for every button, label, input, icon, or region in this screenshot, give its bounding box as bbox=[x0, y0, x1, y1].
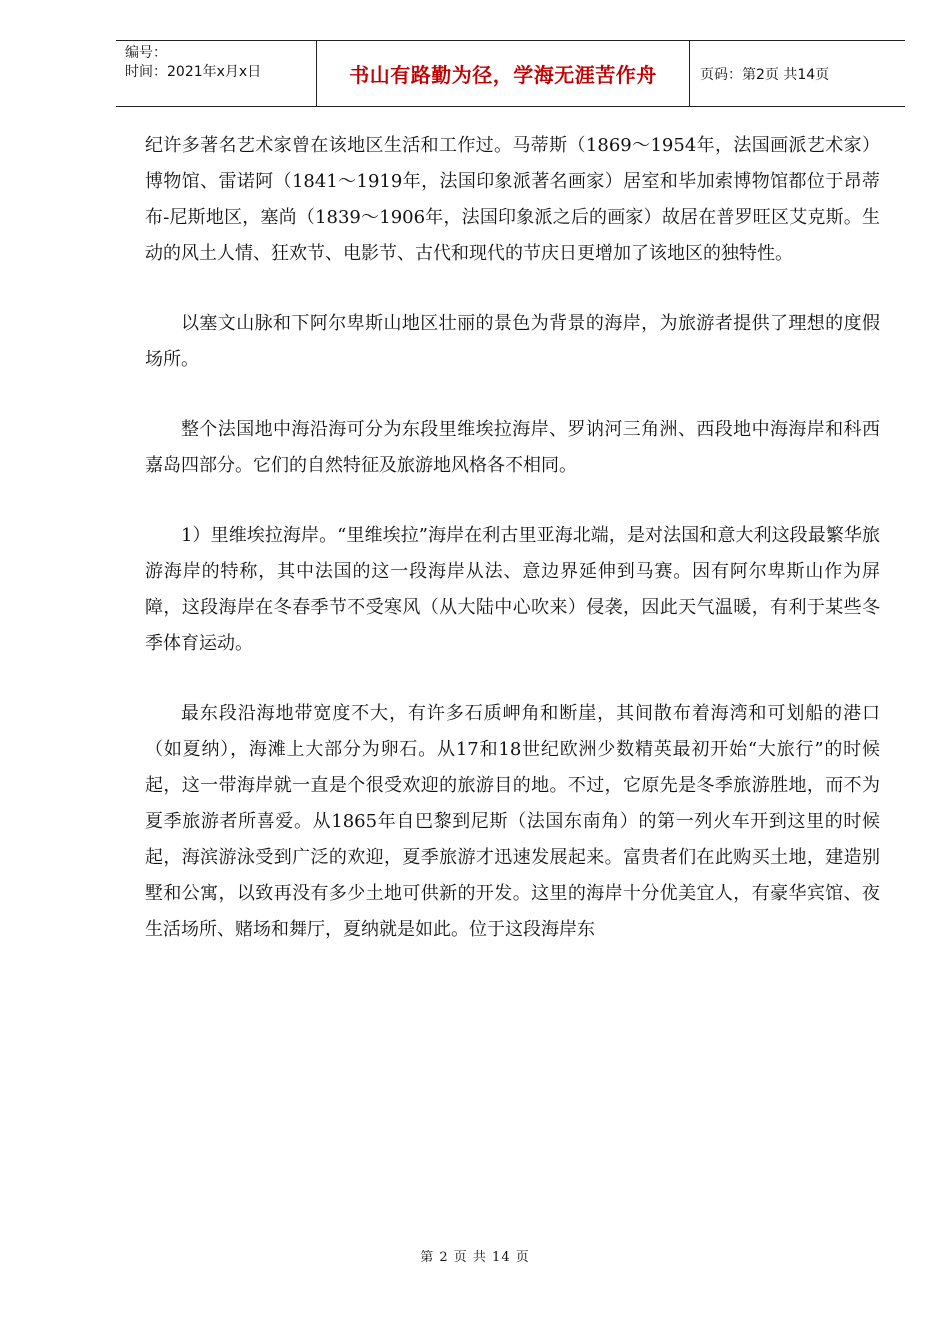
document-body bbox=[145, 128, 880, 982]
header-motto-cell bbox=[316, 41, 690, 106]
page-label: 页码：第2页 共14页 bbox=[700, 66, 830, 83]
time-label: 时间：2021年x月x日 bbox=[125, 64, 262, 80]
page-header bbox=[116, 40, 905, 107]
paragraph-coast-background: 以塞文山脉和下阿尔卑斯山地区壮丽的景色为背景的海岸，为旅游者提供了理想的度假场所。 bbox=[145, 313, 880, 370]
code-label: 编号： bbox=[125, 45, 167, 61]
paragraph-continuation: 纪许多著名艺术家曾在该地区生活和工作过。马蒂斯（1869～1954年，法国画派艺术家）博物馆、雷诺阿（1841～1919年，法国印象派著名画家）居室和毕加索博物馆都位于昂蒂布-尼斯地区，塞尚（1839～1906年，法国印象派之后的画家）故居在普罗旺区艾克斯。生动的风土人情、狂欢节、电影节、古代和现代的节庆日更增加了该地区的独特性。 bbox=[145, 135, 880, 264]
paragraph-coast-sections: 整个法国地中海沿海可分为东段里维埃拉海岸、罗讷河三角洲、西段地中海海岸和科西嘉岛四部分。它们的自然特征及旅游地风格各不相同。 bbox=[145, 419, 880, 476]
motto-text: 书山有路勤为径，学海无涯苦作舟 bbox=[349, 63, 657, 87]
page-footer: 第 2 页 共 14 页 bbox=[420, 1250, 530, 1265]
header-page-cell bbox=[690, 41, 905, 106]
paragraph-riviera: 1）里维埃拉海岸。“里维埃拉”海岸在利古里亚海北端，是对法国和意大利这段最繁华旅游海岸的特称，其中法国的这一段海岸从法、意边界延伸到马赛。因有阿尔卑斯山作为屏障，这段海岸在冬春季节不受寒风（从大陆中心吹来）侵袭，因此天气温暖，有利于某些冬季体育运动。 bbox=[145, 525, 880, 654]
paragraph-east-section: 最东段沿海地带宽度不大，有许多石质岬角和断崖，其间散布着海湾和可划船的港口（如夏纳），海滩上大部分为卵石。从17和18世纪欧洲少数精英最初开始“大旅行”的时候起，这一带海岸就一直是个很受欢迎的旅游目的地。不过，它原先是冬季旅游胜地，而不为夏季旅游者所喜爱。从1865年自巴黎到尼斯（法国东南角）的第一列火车开到这里的时候起，海滨游泳受到广泛的欢迎，夏季旅游才迅速发展起来。富贵者们在此购买土地，建造别墅和公寓，以致再没有多少土地可供新的开发。这里的海岸十分优美宜人，有豪华宾馆、夜生活场所、赌场和舞厅，夏纳就是如此。位于这段海岸东 bbox=[145, 703, 880, 940]
header-meta bbox=[116, 41, 316, 106]
